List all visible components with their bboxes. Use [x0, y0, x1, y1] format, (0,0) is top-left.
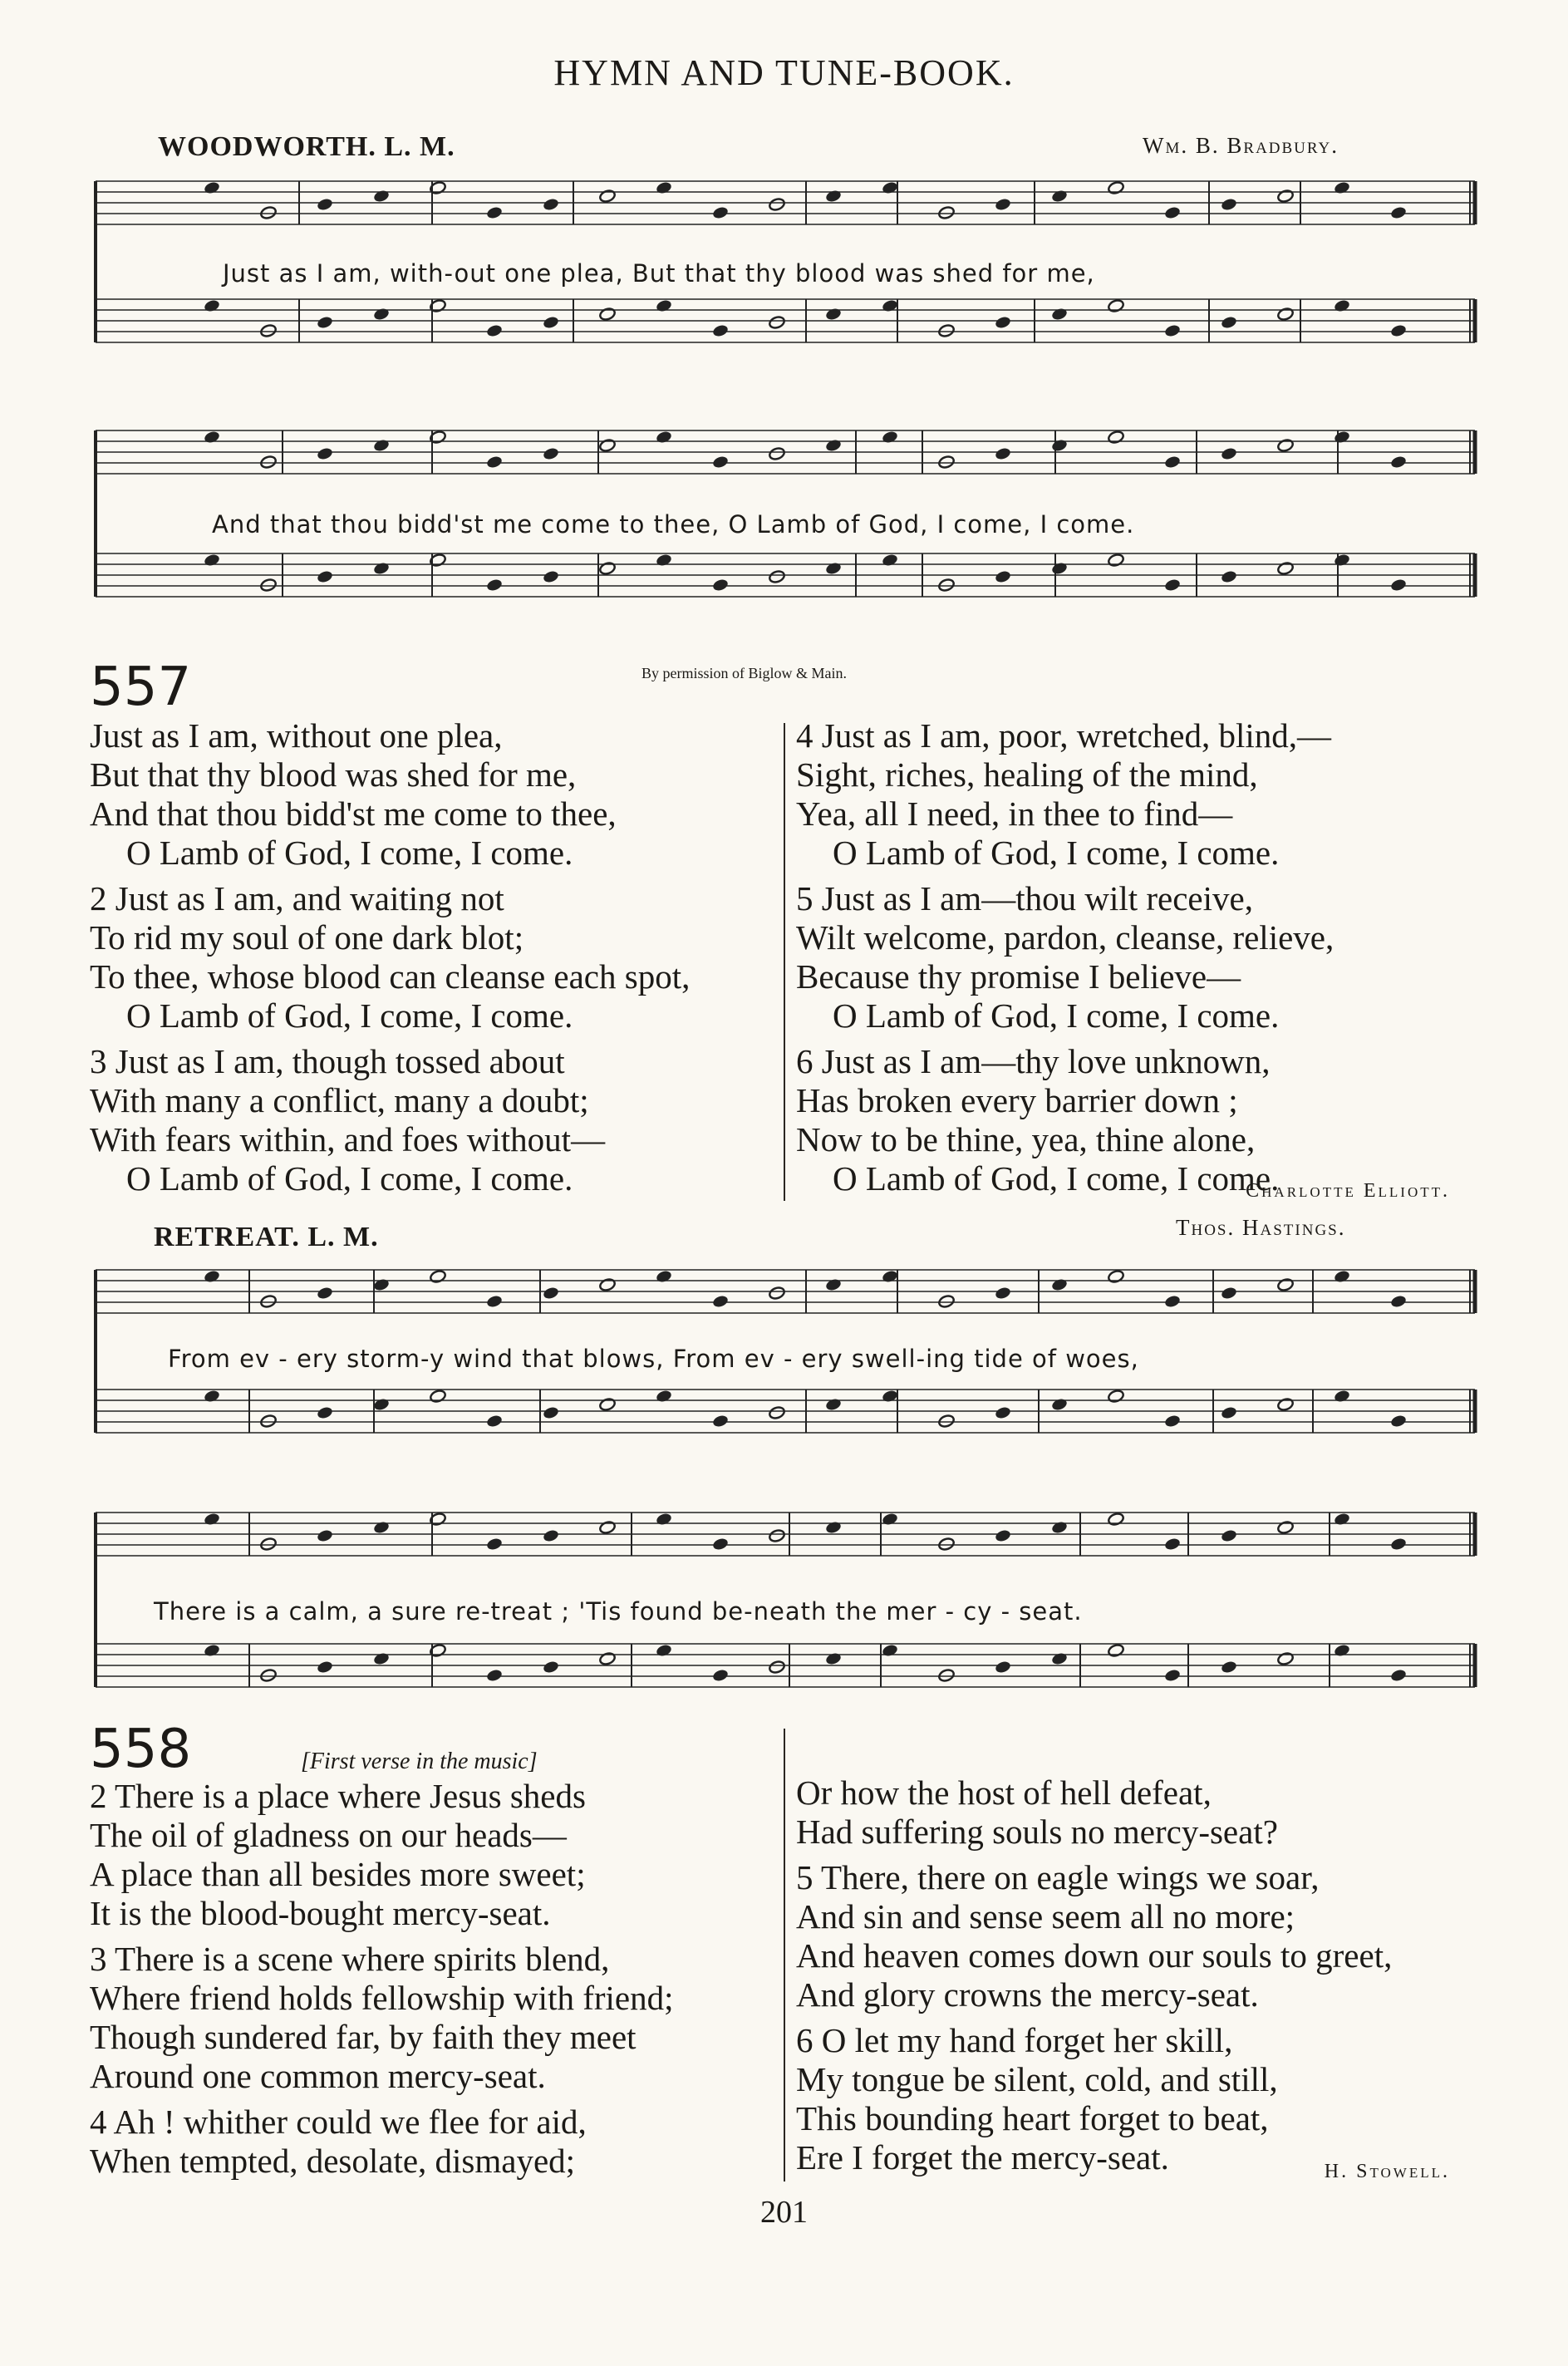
verse-line: Just as I am, without one plea, — [90, 716, 503, 755]
tune-name-retreat: RETREAT. L. M. — [154, 1222, 379, 1252]
verse-line: This bounding heart forget to beat, — [796, 2099, 1269, 2137]
verse-line: To thee, whose blood can cleanse each spot, — [90, 957, 691, 996]
author-elliott: Charlotte Elliott. — [1246, 1180, 1450, 1202]
hymn558-right-column — [796, 1773, 1486, 2184]
composer-bradbury: Wm. B. Bradbury. — [1143, 133, 1339, 158]
tune2-lyrics-line1: From ev - ery storm-y wind that blows, From ev - ery swell-ing tide of woes, — [168, 1345, 1139, 1373]
verse-line: A place than all besides more sweet; — [90, 1855, 586, 1893]
hymn557-right-column — [796, 716, 1486, 1205]
page-number: 201 — [760, 2195, 808, 2230]
first-verse-note: [First verse in the music] — [301, 1749, 538, 1774]
verse-line: 6 O let my hand forget her skill, — [796, 2021, 1233, 2059]
verse-line: But that thy blood was shed for me, — [90, 755, 577, 794]
hymn558-left-column — [90, 1777, 779, 2187]
verse-line: O Lamb of God, I come, I come. — [833, 834, 1280, 872]
verse-line: And sin and sense seem all no more; — [796, 1897, 1295, 1936]
stanza — [90, 879, 779, 1035]
verse-line: 3 There is a scene where spirits blend, — [90, 1940, 610, 1978]
stanza — [90, 1042, 779, 1198]
verse-line: Now to be thine, yea, thine alone, — [796, 1120, 1256, 1158]
stanza — [90, 1940, 779, 2096]
verse-line: O Lamb of God, I come, I come. — [833, 1159, 1280, 1198]
verse-line: Ere I forget the mercy-seat. — [796, 2138, 1169, 2177]
stanza — [90, 1777, 779, 1933]
page-header: HYMN AND TUNE-BOOK. — [553, 52, 1015, 93]
verse-line: Has broken every barrier down ; — [796, 1081, 1238, 1119]
verse-line: Though sundered far, by faith they meet — [90, 2018, 637, 2056]
stanza — [796, 879, 1486, 1035]
verse-line: 3 Just as I am, though tossed about — [90, 1042, 565, 1080]
verse-line: Yea, all I need, in thee to find— — [796, 794, 1233, 833]
composer-hastings: Thos. Hastings. — [1176, 1215, 1346, 1240]
verse-line: Wilt welcome, pardon, cleanse, relieve, — [796, 918, 1335, 957]
column-divider — [784, 723, 785, 1201]
stanza — [90, 716, 779, 873]
hymn-number-558: 558 — [90, 1719, 192, 1780]
stanza — [90, 2103, 779, 2181]
verse-line: 4 Just as I am, poor, wretched, blind,— — [796, 716, 1331, 755]
verse-line: O Lamb of God, I come, I come. — [833, 996, 1280, 1035]
verse-line: O Lamb of God, I come, I come. — [126, 996, 573, 1035]
verse-line: 6 Just as I am—thy love unknown, — [796, 1042, 1271, 1080]
verse-line: 4 Ah ! whither could we flee for aid, — [90, 2103, 587, 2141]
column-divider-2 — [784, 1729, 785, 2182]
verse-line: It is the blood-bought mercy-seat. — [90, 1894, 551, 1932]
verse-line: And glory crowns the mercy-seat. — [796, 1975, 1259, 2014]
tune1-lyrics-line1: Just as I am, with-out one plea, But that thy blood was shed for me, — [223, 259, 1095, 288]
permission-note: By permission of Biglow & Main. — [641, 665, 847, 681]
verse-line: My tongue be silent, cold, and still, — [796, 2060, 1278, 2098]
stanza — [796, 1042, 1486, 1198]
tune2-lyrics-line2: There is a calm, a sure re-treat ; 'Tis found be-neath the mer - cy - seat. — [154, 1597, 1083, 1626]
verse-line: Or how the host of hell defeat, — [796, 1773, 1212, 1812]
hymn-number-557: 557 — [90, 657, 192, 718]
verse-line: O Lamb of God, I come, I come. — [126, 1159, 573, 1198]
verse-line: 5 There, there on eagle wings we soar, — [796, 1858, 1320, 1896]
verse-line: Sight, riches, healing of the mind, — [796, 755, 1258, 794]
verse-line: O Lamb of God, I come, I come. — [126, 834, 573, 872]
hymn557-left-column — [90, 716, 779, 1205]
verse-line: Around one common mercy-seat. — [90, 2057, 546, 2095]
verse-line: 2 There is a place where Jesus sheds — [90, 1777, 586, 1815]
stanza — [796, 716, 1486, 873]
verse-line: And heaven comes down our souls to greet, — [796, 1936, 1393, 1975]
verse-line: When tempted, desolate, dismayed; — [90, 2142, 576, 2180]
verse-line: Where friend holds fellowship with friend; — [90, 1979, 674, 2017]
tune-name-woodworth: WOODWORTH. L. M. — [158, 131, 455, 162]
verse-line: With many a conflict, many a doubt; — [90, 1081, 589, 1119]
verse-line: Had suffering souls no mercy-seat? — [796, 1813, 1278, 1851]
verse-line: 2 Just as I am, and waiting not — [90, 879, 504, 917]
author-stowell: H. Stowell. — [1324, 2161, 1450, 2182]
verse-line: Because thy promise I believe— — [796, 957, 1241, 996]
tune1-lyrics-line2: And that thou bidd'st me come to thee, O Lamb of God, I come, I come. — [212, 510, 1135, 539]
verse-line: And that thou bidd'st me come to thee, — [90, 794, 617, 833]
verse-line: The oil of gladness on our heads— — [90, 1816, 567, 1854]
verse-line: With fears within, and foes without— — [90, 1120, 606, 1158]
verse-line: 5 Just as I am—thou wilt receive, — [796, 879, 1253, 917]
stanza — [796, 2021, 1486, 2177]
verse-line: To rid my soul of one dark blot; — [90, 918, 524, 957]
stanza — [796, 1858, 1486, 2014]
stanza — [796, 1773, 1486, 1852]
